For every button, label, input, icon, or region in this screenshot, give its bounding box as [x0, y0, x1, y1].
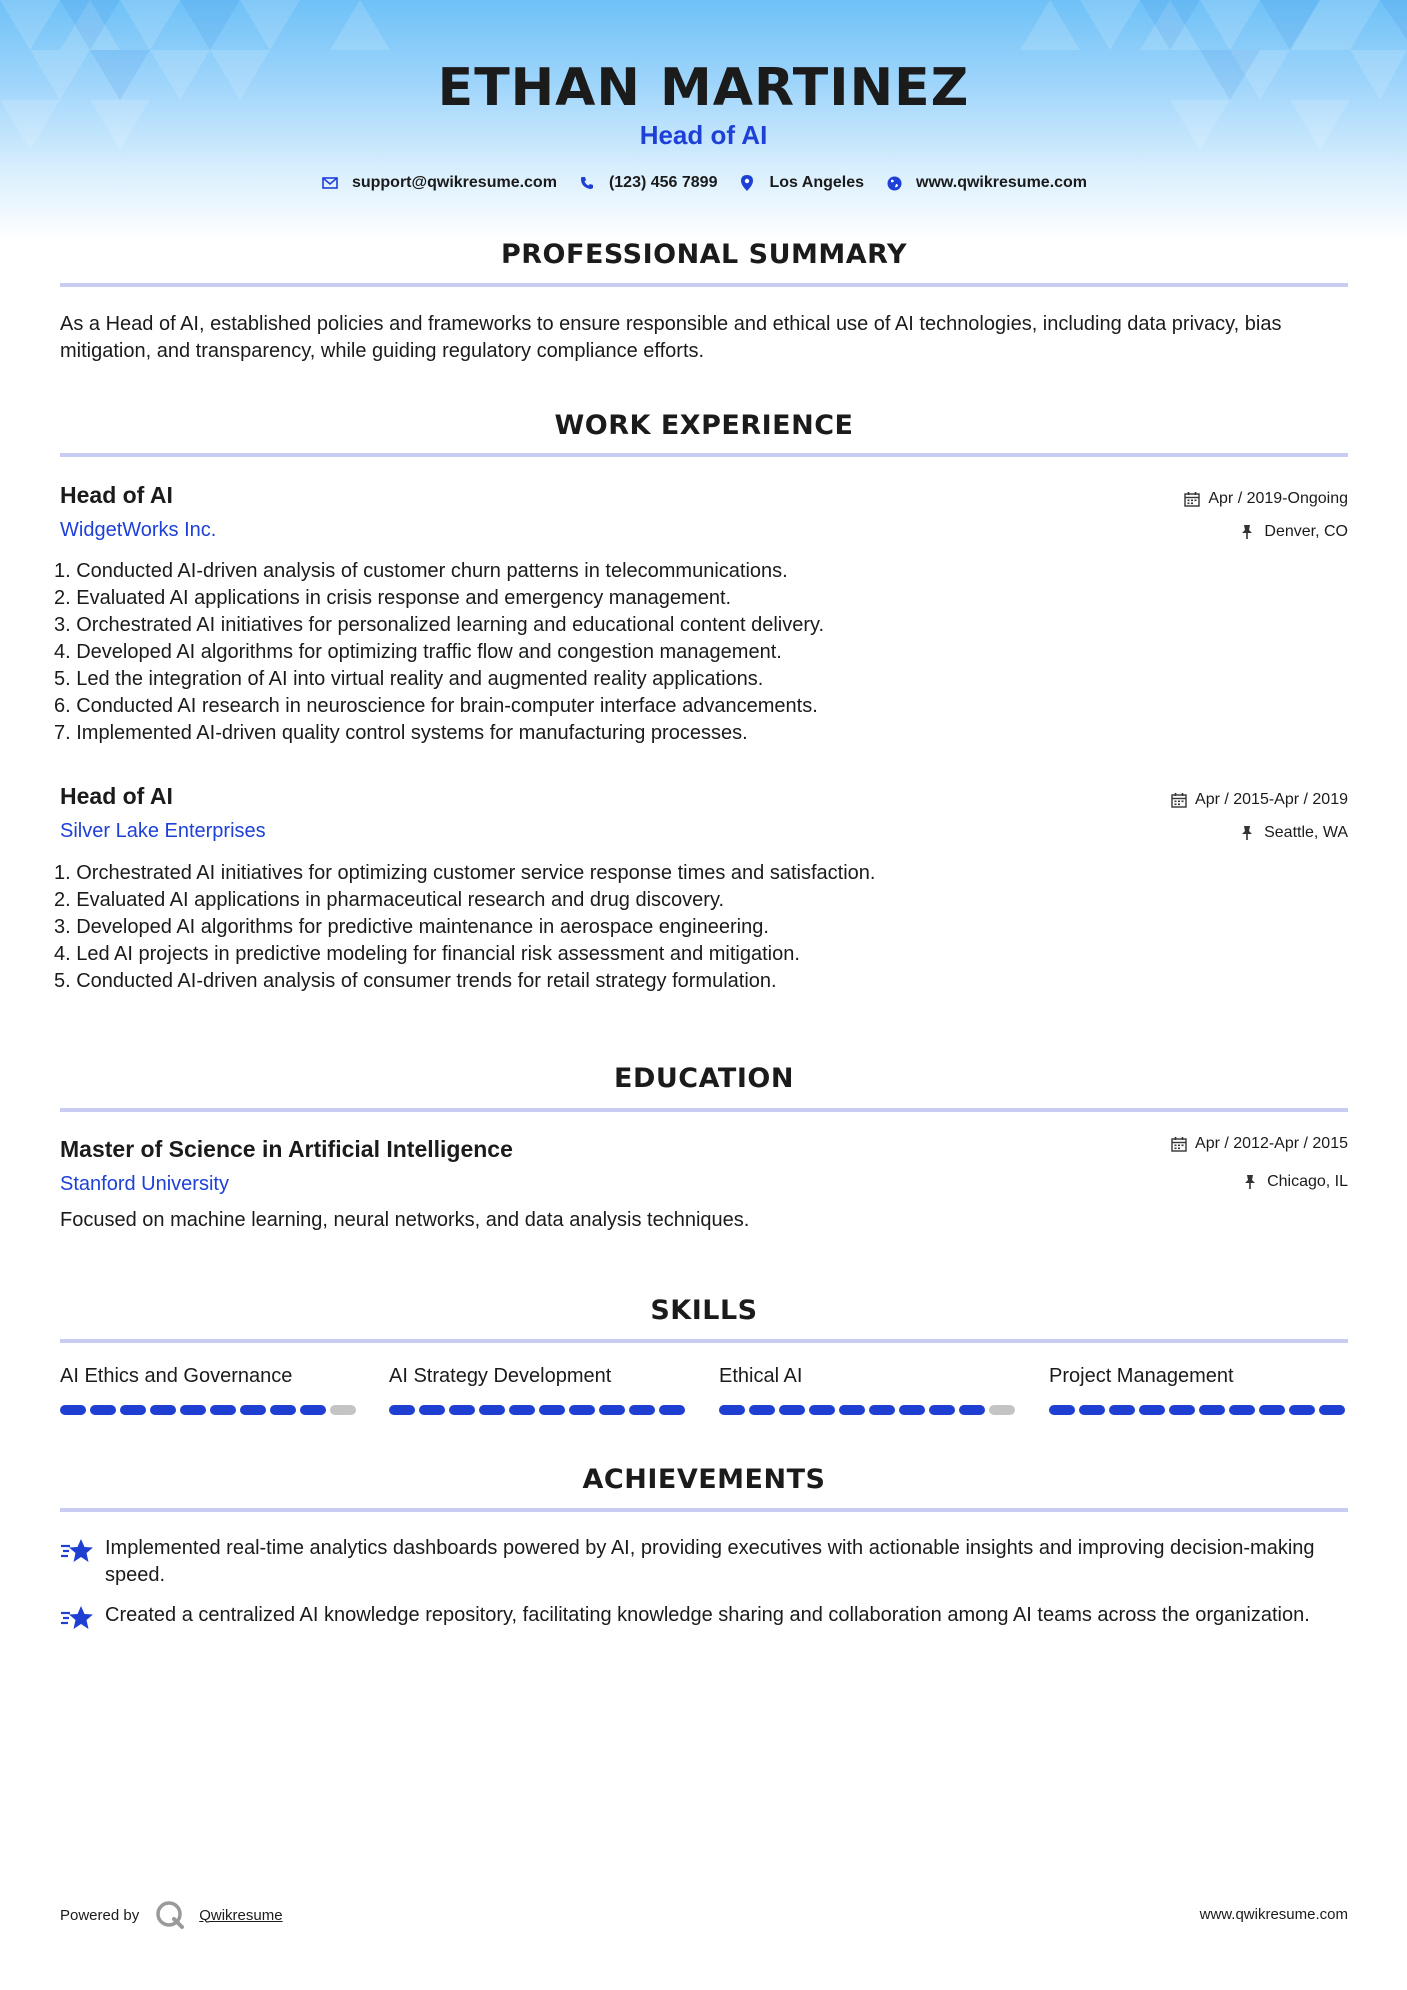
- skill-name: Project Management: [1049, 1365, 1234, 1387]
- summary-text: As a Head of AI, established policies and frameworks to ensure responsible and ethical use of AI technologies, including data privacy, bias mitigation, and transparency, while guiding regulatory compliance efforts.: [60, 313, 1282, 362]
- skill-level-segment: [899, 1405, 925, 1415]
- location-text: Denver, CO: [1264, 523, 1348, 540]
- list-item: 3. Developed AI algorithms for predictive maintenance in aerospace engineering.: [54, 916, 769, 938]
- skill-level-segment: [240, 1405, 266, 1415]
- skill-level-bar: [389, 1405, 689, 1415]
- list-item: 1. Orchestrated AI initiatives for optimizing customer service response times and satisfaction.: [54, 862, 876, 884]
- skill-level-segment: [419, 1405, 445, 1415]
- job-location: [1240, 523, 1348, 541]
- skill-level-segment: [779, 1405, 805, 1415]
- skill-level-segment: [180, 1405, 206, 1415]
- achievements-heading: ACHIEVEMENTS: [582, 1464, 826, 1495]
- experience-heading: WORK EXPERIENCE: [554, 410, 854, 441]
- job-title: Head of AI: [60, 783, 173, 809]
- skill-level-segment: [749, 1405, 775, 1415]
- skill-level-bar: [60, 1405, 360, 1415]
- job-dates: [1171, 791, 1348, 809]
- school-name[interactable]: Stanford University: [60, 1173, 229, 1195]
- skill-level-segment: [1229, 1405, 1255, 1415]
- list-item: 7. Implemented AI-driven quality control systems for manufacturing processes.: [54, 722, 748, 744]
- skill-level-segment: [1289, 1405, 1315, 1415]
- list-item: 3. Orchestrated AI initiatives for personalized learning and educational content delivery.: [54, 614, 825, 636]
- skill-level-segment: [1169, 1405, 1195, 1415]
- skill-level-segment: [659, 1405, 685, 1415]
- skill-name: AI Strategy Development: [389, 1365, 612, 1387]
- brand-link[interactable]: Qwikresume: [199, 1906, 283, 1924]
- skill-level-segment: [989, 1405, 1015, 1415]
- skill-level-segment: [719, 1405, 745, 1415]
- skill-item: [389, 1365, 689, 1415]
- skill-level-segment: [300, 1405, 326, 1415]
- list-item: 4. Developed AI algorithms for optimizing traffic flow and congestion management.: [54, 641, 782, 663]
- skill-level-segment: [539, 1405, 565, 1415]
- skill-level-bar: [719, 1405, 1019, 1415]
- pushpin-icon: [1243, 1174, 1259, 1190]
- location-text: Seattle, WA: [1264, 824, 1348, 841]
- skill-item: [1049, 1365, 1349, 1415]
- skill-level-segment: [959, 1405, 985, 1415]
- skill-level-segment: [150, 1405, 176, 1415]
- skill-level-segment: [1319, 1405, 1345, 1415]
- contact-location: [737, 173, 864, 193]
- phone-text: (123) 456 7899: [608, 174, 718, 191]
- skill-level-segment: [629, 1405, 655, 1415]
- calendar-icon: [1171, 792, 1187, 808]
- skill-level-segment: [1199, 1405, 1225, 1415]
- phone-icon: [577, 173, 597, 193]
- calendar-icon: [1171, 1136, 1187, 1152]
- skill-level-segment: [449, 1405, 475, 1415]
- duties-list: [54, 558, 1344, 747]
- skill-level-segment: [1139, 1405, 1165, 1415]
- section-divider: [60, 453, 1348, 457]
- job-dates: [1184, 490, 1348, 508]
- skill-level-segment: [60, 1405, 86, 1415]
- skill-level-segment: [929, 1405, 955, 1415]
- skill-level-segment: [839, 1405, 865, 1415]
- skill-level-segment: [389, 1405, 415, 1415]
- email-text: support@qwikresume.com: [351, 174, 557, 191]
- list-item: 2. Evaluated AI applications in crisis response and emergency management.: [54, 587, 732, 609]
- section-divider: [60, 1108, 1348, 1112]
- skill-level-segment: [90, 1405, 116, 1415]
- skill-level-segment: [210, 1405, 236, 1415]
- duties-list: [54, 860, 1344, 995]
- contact-website[interactable]: [884, 173, 1087, 193]
- website-text: www.qwikresume.com: [916, 174, 1088, 191]
- list-item: 4. Led AI projects in predictive modeling for financial risk assessment and mitigation.: [54, 943, 800, 965]
- contact-bar: [0, 173, 1407, 193]
- skill-level-segment: [479, 1405, 505, 1415]
- job-title-header: Head of AI: [639, 120, 768, 150]
- achievement-text: Implemented real-time analytics dashboards powered by AI, providing executives with actionable insights and improving decision-making speed.: [105, 1537, 1315, 1586]
- footer-powered-by: [60, 1900, 283, 1930]
- dates-text: Apr / 2019-Ongoing: [1208, 490, 1348, 507]
- skill-name: AI Ethics and Governance: [60, 1365, 293, 1387]
- footer-website[interactable]: www.qwikresume.com: [1199, 1906, 1348, 1923]
- section-divider: [60, 1508, 1348, 1512]
- skill-level-segment: [809, 1405, 835, 1415]
- skill-level-segment: [120, 1405, 146, 1415]
- section-divider: [60, 283, 1348, 287]
- qwikresume-logo-icon: [155, 1900, 185, 1930]
- powered-by-label: Powered by: [60, 1906, 140, 1924]
- skills-heading: SKILLS: [650, 1295, 758, 1326]
- company-name[interactable]: Silver Lake Enterprises: [60, 820, 266, 842]
- achievement-text: Created a centralized AI knowledge repository, facilitating knowledge sharing and collaboration among AI teams across the organization.: [105, 1604, 1310, 1626]
- education-dates: [1171, 1135, 1348, 1153]
- skill-item: [60, 1365, 360, 1415]
- degree-title: Master of Science in Artificial Intelligence: [60, 1136, 513, 1162]
- company-name[interactable]: WidgetWorks Inc.: [60, 519, 217, 541]
- skill-level-segment: [869, 1405, 895, 1415]
- skill-level-segment: [1049, 1405, 1075, 1415]
- list-item: 6. Conducted AI research in neuroscience for brain-computer interface advancements.: [54, 695, 818, 717]
- skill-item: [719, 1365, 1019, 1415]
- education-location: [1243, 1173, 1348, 1191]
- section-divider: [60, 1339, 1348, 1343]
- dates-text: Apr / 2015-Apr / 2019: [1195, 791, 1348, 808]
- job-title: Head of AI: [60, 482, 173, 508]
- education-heading: EDUCATION: [614, 1063, 794, 1094]
- contact-email[interactable]: [320, 173, 557, 193]
- skill-level-segment: [509, 1405, 535, 1415]
- skill-level-segment: [270, 1405, 296, 1415]
- skill-level-segment: [569, 1405, 595, 1415]
- candidate-name: ETHAN MARTINEZ: [437, 58, 970, 118]
- calendar-icon: [1184, 491, 1200, 507]
- map-pin-icon: [737, 173, 757, 193]
- pushpin-icon: [1240, 524, 1256, 540]
- skill-level-segment: [1079, 1405, 1105, 1415]
- skill-level-segment: [330, 1405, 356, 1415]
- list-item: 5. Conducted AI-driven analysis of consumer trends for retail strategy formulation.: [54, 970, 777, 992]
- skill-level-segment: [1109, 1405, 1135, 1415]
- education-description: Focused on machine learning, neural networks, and data analysis techniques.: [60, 1209, 750, 1231]
- star-icon: [60, 1535, 105, 1589]
- summary-heading: PROFESSIONAL SUMMARY: [500, 239, 908, 270]
- envelope-icon: [320, 173, 340, 193]
- skill-level-bar: [1049, 1405, 1349, 1415]
- dates-text: Apr / 2012-Apr / 2015: [1195, 1135, 1348, 1152]
- location-text: Chicago, IL: [1267, 1173, 1348, 1190]
- skill-level-segment: [1259, 1405, 1285, 1415]
- achievement-item: [60, 1535, 1350, 1589]
- skill-name: Ethical AI: [719, 1365, 803, 1387]
- skill-level-segment: [599, 1405, 625, 1415]
- achievement-item: [60, 1602, 1350, 1637]
- list-item: 5. Led the integration of AI into virtual reality and augmented reality applications.: [54, 668, 764, 690]
- job-location: [1240, 824, 1348, 842]
- location-text: Los Angeles: [769, 174, 865, 191]
- pushpin-icon: [1240, 825, 1256, 841]
- list-item: 2. Evaluated AI applications in pharmaceutical research and drug discovery.: [54, 889, 725, 911]
- globe-icon: [884, 173, 904, 193]
- contact-phone[interactable]: [577, 173, 718, 193]
- list-item: 1. Conducted AI-driven analysis of customer churn patterns in telecommunications.: [54, 560, 788, 582]
- star-icon: [60, 1602, 105, 1637]
